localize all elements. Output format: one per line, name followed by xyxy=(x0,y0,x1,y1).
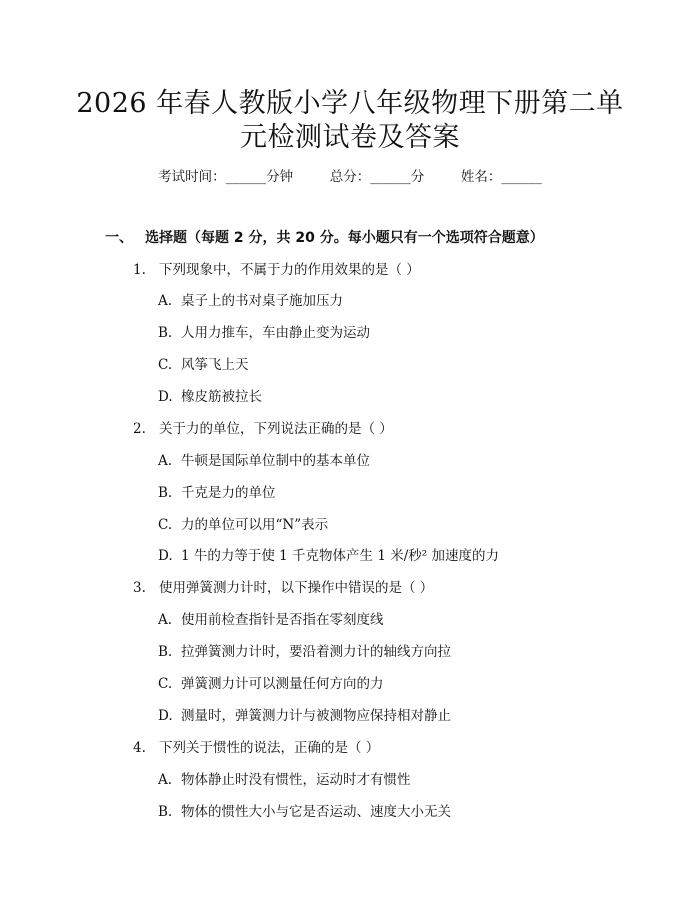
option-label: B. xyxy=(158,325,173,341)
option-label: B. xyxy=(158,804,173,820)
option-text: 弹簧测力计可以测量任何方向的力 xyxy=(181,676,384,692)
option-label: A. xyxy=(158,612,173,628)
exam-time-label: 考试时间：______分钟 xyxy=(158,169,294,185)
option-text: 物体的惯性大小与它是否运动、速度大小无关 xyxy=(181,804,451,820)
question-2-option-a xyxy=(158,451,370,471)
question-4-option-a xyxy=(158,770,411,790)
question-number: 4. xyxy=(133,740,146,756)
option-label: A. xyxy=(158,293,173,309)
question-1-option-d xyxy=(158,387,262,407)
option-label: D. xyxy=(158,389,173,405)
student-name-label: 姓名：______ xyxy=(460,169,542,185)
option-label: D. xyxy=(158,708,173,724)
option-text: 风筝飞上天 xyxy=(181,357,249,373)
option-text: 测量时，弹簧测力计与被测物应保持相对静止 xyxy=(181,708,451,724)
section-number: 一、 xyxy=(105,230,133,246)
section-title: 选择题（每题 2 分，共 20 分。每小题只有一个选项符合题意） xyxy=(145,230,544,246)
option-text: 千克是力的单位 xyxy=(181,485,276,501)
option-label: B. xyxy=(158,644,173,660)
question-2 xyxy=(133,419,393,439)
option-text: 桌子上的书对桌子施加压力 xyxy=(181,293,343,309)
option-text: 1 牛的力等于使 1 千克物体产生 1 米/秒² 加速度的力 xyxy=(181,548,499,564)
option-label: B. xyxy=(158,485,173,501)
question-1-option-c xyxy=(158,355,249,375)
question-text: 下列现象中，不属于力的作用效果的是（ ） xyxy=(159,262,420,278)
question-1-option-b xyxy=(158,323,370,343)
question-4-option-b xyxy=(158,802,451,822)
option-label: C. xyxy=(158,357,173,373)
exam-meta xyxy=(0,167,700,187)
option-text: 力的单位可以用“N”表示 xyxy=(181,517,329,533)
option-text: 牛顿是国际单位制中的基本单位 xyxy=(181,453,370,469)
question-text: 下列关于惯性的说法，正确的是（ ） xyxy=(159,740,380,756)
document-title-line-1: 2026 年春人教版小学八年级物理下册第二单 xyxy=(76,88,624,119)
option-label: D. xyxy=(158,548,173,564)
option-label: A. xyxy=(158,453,173,469)
question-1-option-a xyxy=(158,291,343,311)
section-heading xyxy=(105,228,544,248)
option-label: A. xyxy=(158,772,173,788)
question-2-option-d xyxy=(158,546,499,566)
option-text: 拉弹簧测力计时，要沿着测力计的轴线方向拉 xyxy=(181,644,451,660)
question-number: 2. xyxy=(133,421,146,437)
question-text: 使用弹簧测力计时，以下操作中错误的是（ ） xyxy=(159,580,434,596)
option-text: 使用前检查指针是否指在零刻度线 xyxy=(181,612,384,628)
option-text: 物体静止时没有惯性，运动时才有惯性 xyxy=(181,772,411,788)
question-3-option-c xyxy=(158,674,384,694)
question-number: 1. xyxy=(133,262,146,278)
question-3 xyxy=(133,578,433,598)
document-title-line-2: 元检测试卷及答案 xyxy=(240,122,460,153)
question-3-option-b xyxy=(158,642,451,662)
question-2-option-b xyxy=(158,483,276,503)
question-3-option-d xyxy=(158,706,451,726)
question-2-option-c xyxy=(158,515,328,535)
question-text: 关于力的单位，下列说法正确的是（ ） xyxy=(159,421,393,437)
question-3-option-a xyxy=(158,610,384,630)
option-label: C. xyxy=(158,676,173,692)
option-text: 橡皮筋被拉长 xyxy=(181,389,262,405)
option-label: C. xyxy=(158,517,173,533)
question-4 xyxy=(133,738,379,758)
total-score-label: 总分：______分 xyxy=(329,169,425,185)
option-text: 人用力推车，车由静止变为运动 xyxy=(181,325,370,341)
question-number: 3. xyxy=(133,580,146,596)
question-1 xyxy=(133,260,420,280)
